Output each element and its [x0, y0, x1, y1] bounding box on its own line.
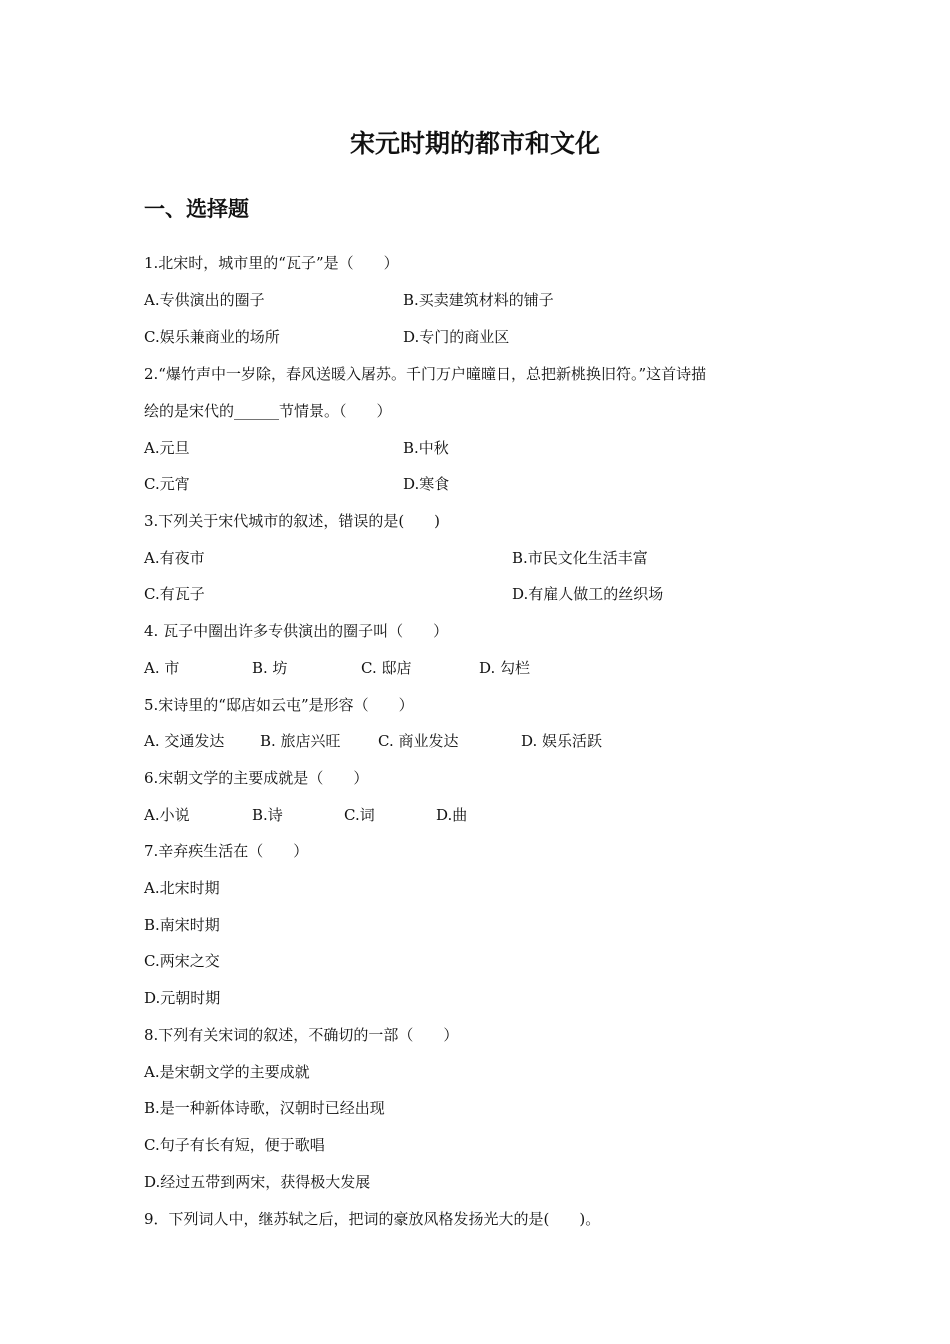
question-1-option-d: D.专门的商业区: [403, 328, 510, 346]
question-4-option-c: C. 邸店: [361, 659, 412, 677]
question-2-stem-line-1: 2.“爆竹声中一岁除，春风送暖入屠苏。千门万户曈曈日，总把新桃换旧符。”这首诗描: [144, 365, 707, 383]
question-3-option-a: A.有夜市: [144, 549, 205, 567]
question-2-option-c: C.元宵: [144, 475, 190, 493]
question-8-option-b: B.是一种新体诗歌，汉朝时已经出现: [144, 1099, 385, 1117]
section-heading: 一、选择题: [144, 197, 249, 221]
question-5-option-d: D. 娱乐活跃: [521, 732, 603, 750]
question-2-option-d: D.寒食: [403, 475, 450, 493]
question-7-option-d: D.元朝时期: [144, 989, 221, 1007]
question-7-option-a: A.北宋时期: [144, 879, 220, 897]
question-7-option-b: B.南宋时期: [144, 916, 220, 934]
question-2-option-b: B.中秋: [403, 439, 449, 457]
question-3-option-b: B.市民文化生活丰富: [512, 549, 648, 567]
question-4-option-a: A. 市: [144, 659, 180, 677]
question-5-stem: 5.宋诗里的“邸店如云屯”是形容（ ）: [144, 696, 414, 714]
question-2-stem-line-2: 绘的是宋代的______节情景。（ ）: [144, 402, 392, 420]
question-1-option-b: B.买卖建筑材料的铺子: [403, 291, 554, 309]
question-1-option-a: A.专供演出的圈子: [144, 291, 265, 309]
question-4-stem: 4. 瓦子中圈出许多专供演出的圈子叫（ ）: [144, 622, 449, 640]
question-8-option-d: D.经过五带到两宋，获得极大发展: [144, 1173, 371, 1191]
question-3-stem: 3.下列关于宋代城市的叙述，错误的是( ): [144, 512, 441, 530]
question-7-option-c: C.两宋之交: [144, 952, 220, 970]
question-4-option-b: B. 坊: [252, 659, 288, 677]
question-6-option-d: D.曲: [436, 806, 468, 824]
question-4-option-d: D. 勾栏: [479, 659, 531, 677]
question-9-stem: 9．下列词人中，继苏轼之后，把词的豪放风格发扬光大的是( )。: [144, 1210, 601, 1228]
question-5-option-c: C. 商业发达: [378, 732, 459, 750]
question-5-option-b: B. 旅店兴旺: [260, 732, 341, 750]
question-5-option-a: A. 交通发达: [144, 732, 225, 750]
question-6-option-b: B.诗: [252, 806, 283, 824]
question-8-option-c: C.句子有长有短，便于歌唱: [144, 1136, 325, 1154]
question-6-option-c: C.词: [344, 806, 375, 824]
question-3-option-c: C.有瓦子: [144, 585, 205, 603]
question-1-stem: 1.北宋时，城市里的“瓦子”是（ ）: [144, 254, 399, 272]
page-title: 宋元时期的都市和文化: [349, 129, 600, 158]
question-2-option-a: A.元旦: [144, 439, 190, 457]
question-8-option-a: A.是宋朝文学的主要成就: [144, 1063, 310, 1081]
question-6-stem: 6.宋朝文学的主要成就是（ ）: [144, 769, 369, 787]
question-7-stem: 7.辛弃疾生活在（ ）: [144, 842, 309, 860]
question-3-option-d: D.有雇人做工的丝织场: [512, 585, 664, 603]
question-1-option-c: C.娱乐兼商业的场所: [144, 328, 280, 346]
question-6-option-a: A.小说: [144, 806, 190, 824]
question-8-stem: 8.下列有关宋词的叙述，不确切的一部（ ）: [144, 1026, 459, 1044]
